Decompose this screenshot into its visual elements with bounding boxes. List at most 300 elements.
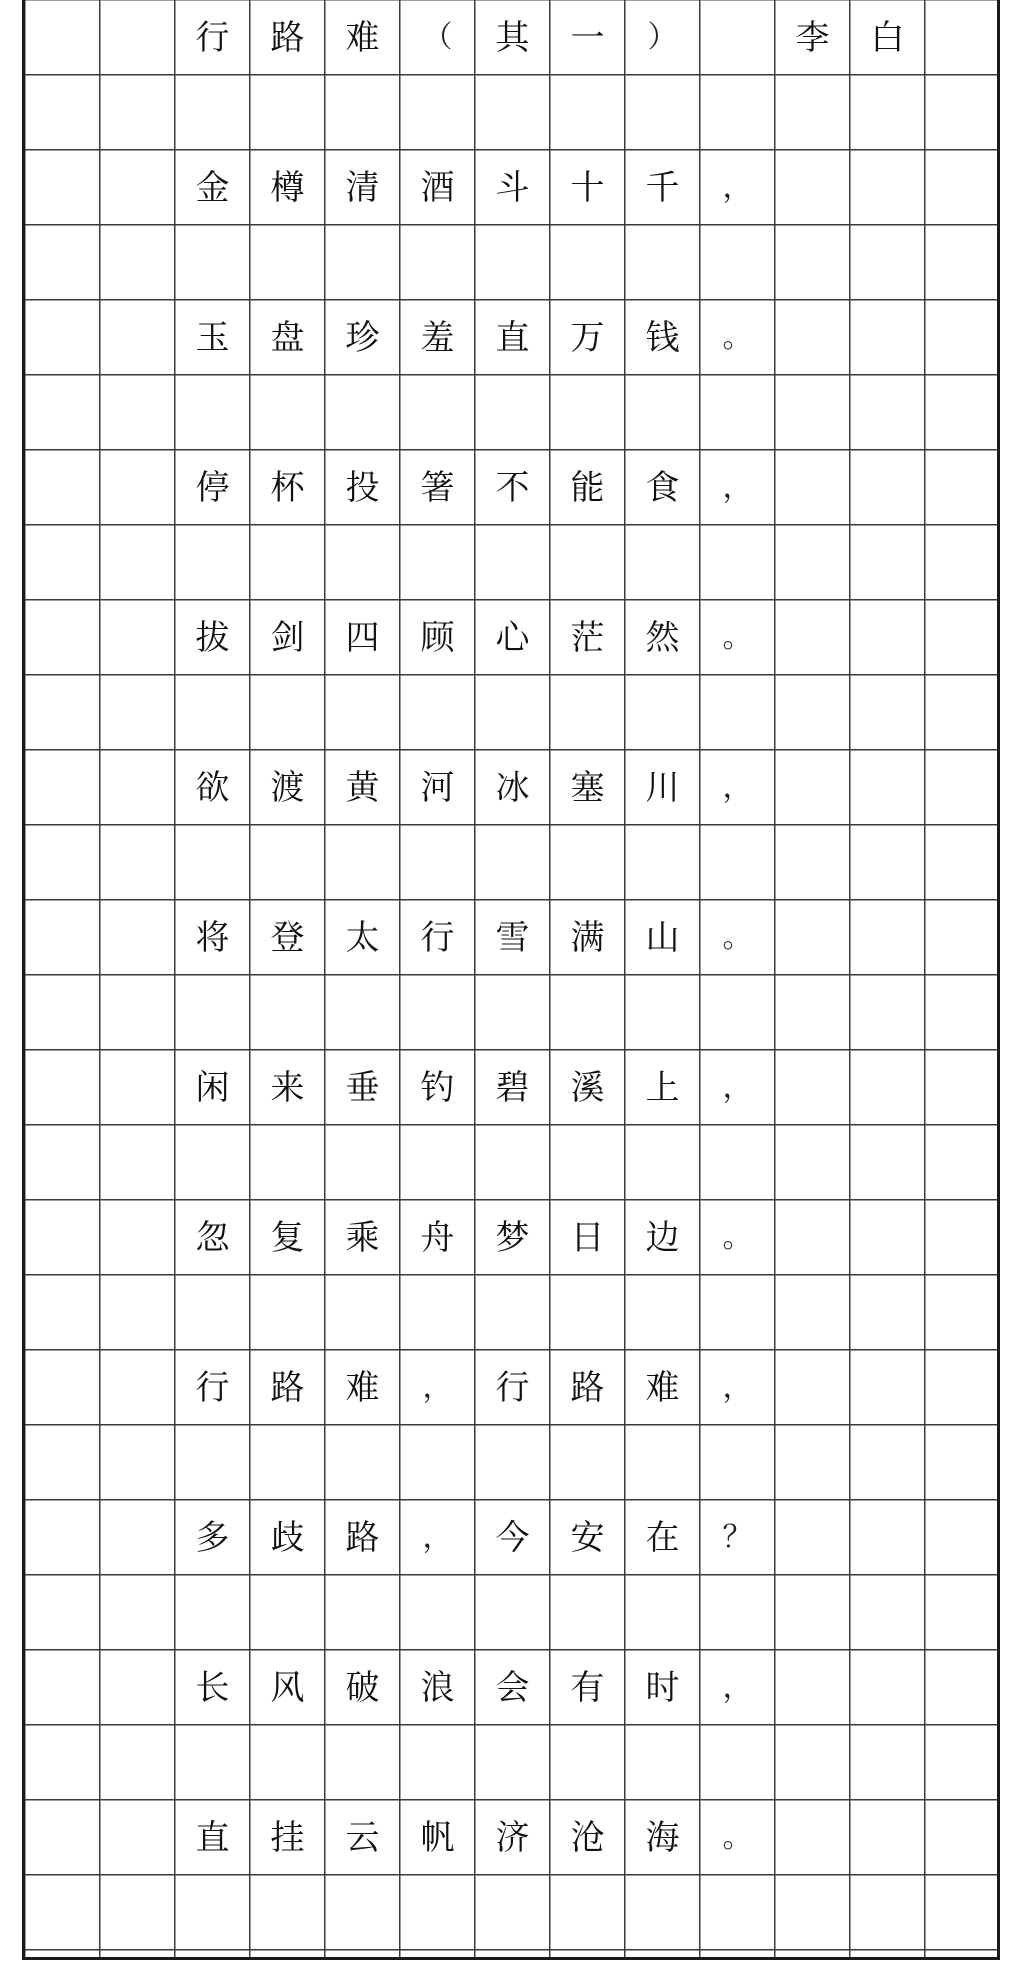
poem-char: 樽 (270, 167, 305, 208)
grid-cell (850, 1350, 925, 1425)
grid-cell (100, 825, 175, 900)
poem-char: 太 (345, 917, 380, 958)
grid-cell (175, 225, 250, 300)
grid-cell (475, 1725, 550, 1800)
poem-char: 云 (345, 1817, 380, 1858)
grid-cell (250, 225, 325, 300)
grid-cell (700, 975, 775, 1050)
grid-cell (475, 225, 550, 300)
grid-cell (775, 300, 850, 375)
grid-cell (100, 900, 175, 975)
grid-cell (775, 675, 850, 750)
poem-char: 渡 (270, 767, 305, 808)
poem-char: 盘 (270, 317, 305, 358)
grid-cell (850, 750, 925, 825)
grid-cell (925, 1125, 1000, 1200)
poem-punctuation: 。 (722, 1819, 753, 1855)
grid-cell (625, 1125, 700, 1200)
grid-cell (925, 1275, 1000, 1350)
poem-char: 行 (420, 917, 455, 958)
grid-cell (400, 1725, 475, 1800)
grid-cell (25, 1875, 100, 1950)
grid-cell (175, 825, 250, 900)
grid-cell (850, 300, 925, 375)
grid-cell (25, 1350, 100, 1425)
poem-char: 垂 (345, 1067, 380, 1108)
poem-char: 黄 (345, 767, 380, 808)
poem-char: 山 (645, 917, 680, 958)
poem-char: 长 (195, 1667, 230, 1708)
title-char: 其 (495, 17, 530, 58)
poem-char: 路 (345, 1517, 380, 1558)
grid-cell (925, 1425, 1000, 1500)
grid-cell (325, 75, 400, 150)
grid-cell (100, 1875, 175, 1950)
poem-char: 碧 (495, 1067, 530, 1108)
grid-cell (775, 1500, 850, 1575)
grid-cell (175, 1725, 250, 1800)
grid-cell (100, 75, 175, 150)
grid-cell (25, 1425, 100, 1500)
grid-cell (325, 525, 400, 600)
poem-char: 梦 (495, 1217, 530, 1258)
grid-cell (100, 150, 175, 225)
grid-cell (775, 825, 850, 900)
poem-char: 心 (495, 617, 530, 658)
grid-cell (250, 1575, 325, 1650)
grid-cell (25, 1800, 100, 1875)
poem-char: 破 (345, 1667, 380, 1708)
grid-cell (850, 1650, 925, 1725)
grid-cell (400, 975, 475, 1050)
grid-cell (625, 1575, 700, 1650)
poem-char: 济 (495, 1817, 530, 1858)
grid-cell (700, 225, 775, 300)
poem-char: 在 (645, 1517, 680, 1558)
grid-cell (25, 1200, 100, 1275)
grid-cell (100, 750, 175, 825)
grid-cell (850, 525, 925, 600)
grid-cell (775, 450, 850, 525)
grid-cell (100, 1725, 175, 1800)
grid-cell (100, 1350, 175, 1425)
grid-cell (325, 1575, 400, 1650)
poem-char: 拔 (195, 617, 230, 658)
grid-cell (25, 1500, 100, 1575)
grid-cell (850, 1200, 925, 1275)
poem-char: 路 (270, 1367, 305, 1408)
grid-cell (475, 1425, 550, 1500)
grid-cell (325, 225, 400, 300)
grid-cell (250, 1425, 325, 1500)
grid-cell (850, 1725, 925, 1800)
grid-cell (100, 0, 175, 75)
grid-cell (625, 375, 700, 450)
grid-cell (25, 1125, 100, 1200)
poem-char: 行 (195, 1367, 230, 1408)
grid-cell (100, 225, 175, 300)
grid-cell (400, 1575, 475, 1650)
grid-cell (550, 225, 625, 300)
poem-char: 钱 (645, 317, 680, 358)
grid-cell (325, 1125, 400, 1200)
grid-cell (925, 900, 1000, 975)
grid-cell (100, 1200, 175, 1275)
grid-cell (100, 1050, 175, 1125)
poem-punctuation: ， (722, 1069, 753, 1105)
poem-char: 川 (645, 767, 680, 808)
grid-cell (100, 600, 175, 675)
grid-cell (775, 1875, 850, 1950)
grid-cell (850, 450, 925, 525)
grid-cell (550, 375, 625, 450)
grid-cell (400, 75, 475, 150)
grid-cell (550, 1875, 625, 1950)
grid-cell (475, 975, 550, 1050)
grid-cell (700, 1875, 775, 1950)
grid-cell (175, 375, 250, 450)
grid-cell (925, 150, 1000, 225)
poem-char: 欲 (195, 767, 230, 808)
grid-cell (775, 1575, 850, 1650)
grid-cell (25, 1050, 100, 1125)
poem-punctuation: 。 (722, 619, 753, 655)
grid-cell (175, 1425, 250, 1500)
grid-cell (100, 300, 175, 375)
poem-punctuation: 。 (722, 319, 753, 355)
grid-cell (850, 150, 925, 225)
grid-cell (775, 1200, 850, 1275)
poem-char: 雪 (495, 917, 530, 958)
title-char: 行 (195, 17, 230, 58)
grid-cell (25, 450, 100, 525)
grid-cell (625, 1275, 700, 1350)
poem-char: 能 (570, 467, 605, 508)
poem-punctuation: ， (722, 169, 753, 205)
poem-char: 上 (645, 1067, 680, 1108)
poem-char: 冰 (495, 767, 530, 808)
title-char: 路 (270, 17, 305, 58)
grid-cell (25, 300, 100, 375)
grid-cell (550, 1125, 625, 1200)
poem-char: 河 (420, 767, 455, 808)
grid-cell (700, 525, 775, 600)
grid-cell (25, 0, 100, 75)
poem-char: 乘 (345, 1217, 380, 1258)
grid-cell (250, 1275, 325, 1350)
grid-cell (175, 1125, 250, 1200)
poem-punctuation: ， (722, 769, 753, 805)
poem-char: 食 (645, 467, 680, 508)
grid-cell (775, 150, 850, 225)
poem-char: 来 (270, 1067, 305, 1108)
poem-char: 浪 (420, 1667, 455, 1708)
grid-cell (925, 1650, 1000, 1725)
poem-char: 停 (195, 467, 230, 508)
poem-char: 羞 (420, 317, 455, 358)
grid-cell (625, 1875, 700, 1950)
poem-char: 时 (645, 1667, 680, 1708)
author-char: 李 (795, 17, 830, 58)
grid-cell (100, 1125, 175, 1200)
grid-cell (925, 600, 1000, 675)
poem-char: 多 (195, 1517, 230, 1558)
grid-cell (850, 900, 925, 975)
poem-char: 剑 (270, 617, 305, 658)
grid-cell (925, 0, 1000, 75)
grid-cell (475, 1125, 550, 1200)
grid-cell (925, 1875, 1000, 1950)
grid-cell (775, 525, 850, 600)
grid-cell (850, 825, 925, 900)
poem-punctuation: 。 (722, 1219, 753, 1255)
grid-cell (325, 1275, 400, 1350)
grid-cell (700, 1575, 775, 1650)
grid-cell (400, 825, 475, 900)
grid-cell (700, 675, 775, 750)
poem-char: 沧 (570, 1817, 605, 1858)
grid-cell (175, 1875, 250, 1950)
poem-char: 边 (645, 1217, 680, 1258)
grid-cell (925, 450, 1000, 525)
grid-cell (25, 525, 100, 600)
character-grid (25, 0, 997, 1957)
grid-cell (850, 1800, 925, 1875)
poem-char: 满 (570, 917, 605, 958)
poem-char: 安 (570, 1517, 605, 1558)
grid-cell (25, 900, 100, 975)
title-char: （ (422, 19, 453, 55)
grid-cell (100, 1575, 175, 1650)
grid-cell (925, 675, 1000, 750)
grid-cell (550, 1725, 625, 1800)
grid-cell (925, 1200, 1000, 1275)
grid-cell (250, 75, 325, 150)
grid-cell (400, 1425, 475, 1500)
poem-char: 千 (645, 167, 680, 208)
poem-char: 然 (645, 617, 680, 658)
grid-cell (25, 675, 100, 750)
grid-cell (400, 225, 475, 300)
grid-cell (625, 75, 700, 150)
grid-cell (925, 1725, 1000, 1800)
grid-cell (25, 375, 100, 450)
grid-cell (850, 1125, 925, 1200)
grid-cell (25, 975, 100, 1050)
grid-cell (250, 975, 325, 1050)
grid-cell (25, 150, 100, 225)
grid-cell (775, 1800, 850, 1875)
grid-cell (400, 1875, 475, 1950)
poem-char: 难 (345, 1367, 380, 1408)
grid-cell (775, 1050, 850, 1125)
poem-char: 行 (495, 1367, 530, 1408)
grid-cell (400, 525, 475, 600)
grid-cell (100, 525, 175, 600)
grid-cell (925, 375, 1000, 450)
grid-cell (700, 1725, 775, 1800)
grid-cell (400, 375, 475, 450)
writing-grid-paper (22, 0, 1000, 1960)
grid-cell (325, 675, 400, 750)
grid-cell (850, 1875, 925, 1950)
grid-cell (475, 1575, 550, 1650)
grid-cell (925, 75, 1000, 150)
poem-char: 茫 (570, 617, 605, 658)
grid-cell (775, 1650, 850, 1725)
grid-cell (100, 1275, 175, 1350)
poem-punctuation: ， (722, 1669, 753, 1705)
grid-cell (775, 75, 850, 150)
grid-cell (475, 825, 550, 900)
poem-char: 今 (495, 1517, 530, 1558)
poem-char: 投 (345, 467, 380, 508)
title-char: ） (647, 19, 678, 55)
poem-char: 路 (570, 1367, 605, 1408)
grid-cell (625, 1425, 700, 1500)
poem-char: 塞 (570, 767, 605, 808)
poem-char: 杯 (270, 467, 305, 508)
grid-cell (250, 1725, 325, 1800)
grid-cell (250, 1875, 325, 1950)
grid-cell (850, 1275, 925, 1350)
grid-cell (550, 1575, 625, 1650)
grid-cell (775, 750, 850, 825)
grid-cell (700, 0, 775, 75)
poem-char: 四 (345, 617, 380, 658)
grid-cell (775, 900, 850, 975)
grid-cell (250, 375, 325, 450)
grid-cell (25, 600, 100, 675)
grid-cell (325, 375, 400, 450)
grid-cell (325, 1725, 400, 1800)
grid-cell (850, 225, 925, 300)
grid-cell (700, 825, 775, 900)
grid-cell (100, 375, 175, 450)
grid-cell (550, 1425, 625, 1500)
poem-char: 帆 (420, 1817, 455, 1858)
grid-cell (400, 675, 475, 750)
grid-cell (625, 975, 700, 1050)
grid-cell (25, 1650, 100, 1725)
grid-cell (550, 1275, 625, 1350)
grid-cell (100, 1425, 175, 1500)
grid-cell (175, 1575, 250, 1650)
grid-cell (100, 450, 175, 525)
grid-cell (625, 225, 700, 300)
title-char: 一 (570, 17, 605, 58)
poem-char: 直 (495, 317, 530, 358)
grid-cell (925, 300, 1000, 375)
poem-char: 十 (570, 167, 605, 208)
grid-cell (100, 1800, 175, 1875)
grid-cell (325, 1425, 400, 1500)
grid-cell (775, 600, 850, 675)
poem-char: 直 (195, 1817, 230, 1858)
poem-char: 清 (345, 167, 380, 208)
grid-cell (250, 525, 325, 600)
poem-char: 海 (645, 1817, 680, 1858)
grid-cell (550, 525, 625, 600)
poem-char: 金 (195, 167, 230, 208)
grid-cell (175, 975, 250, 1050)
grid-cell (250, 825, 325, 900)
grid-cell (175, 525, 250, 600)
grid-cell (325, 825, 400, 900)
grid-cell (625, 825, 700, 900)
grid-cell (925, 975, 1000, 1050)
grid-cell (850, 75, 925, 150)
poem-char: 不 (495, 467, 530, 508)
grid-cell (925, 750, 1000, 825)
poem-char: 日 (570, 1217, 605, 1258)
grid-cell (775, 225, 850, 300)
grid-cell (25, 1575, 100, 1650)
poem-char: 挂 (270, 1817, 305, 1858)
grid-cell (925, 1050, 1000, 1125)
grid-cell (25, 1725, 100, 1800)
grid-cell (25, 825, 100, 900)
poem-char: 有 (570, 1667, 605, 1708)
grid-cell (550, 675, 625, 750)
grid-cell (100, 675, 175, 750)
poem-punctuation: ， (722, 1369, 753, 1405)
grid-cell (325, 1875, 400, 1950)
grid-cell (925, 525, 1000, 600)
poem-char: 溪 (570, 1067, 605, 1108)
grid-cell (700, 75, 775, 150)
grid-cell (775, 1125, 850, 1200)
grid-cell (700, 1425, 775, 1500)
grid-cell (775, 375, 850, 450)
grid-cell (700, 375, 775, 450)
poem-punctuation: ， (722, 469, 753, 505)
poem-char: 舟 (420, 1217, 455, 1258)
grid-cell (25, 1275, 100, 1350)
grid-cell (925, 1350, 1000, 1425)
grid-cell (700, 1275, 775, 1350)
poem-char: 将 (195, 917, 230, 958)
grid-cell (475, 1875, 550, 1950)
grid-cell (850, 375, 925, 450)
grid-cell (850, 1500, 925, 1575)
grid-cell (250, 1125, 325, 1200)
grid-cell (250, 675, 325, 750)
grid-cell (850, 1425, 925, 1500)
poem-char: 闲 (195, 1067, 230, 1108)
grid-cell (700, 1125, 775, 1200)
grid-cell (775, 1275, 850, 1350)
grid-cell (775, 1350, 850, 1425)
grid-cell (25, 750, 100, 825)
grid-cell (550, 975, 625, 1050)
grid-cell (175, 1275, 250, 1350)
grid-cell (550, 825, 625, 900)
poem-punctuation: ？ (722, 1519, 753, 1555)
grid-cell (475, 1275, 550, 1350)
grid-cell (925, 825, 1000, 900)
grid-cell (100, 975, 175, 1050)
grid-cell (475, 75, 550, 150)
poem-char: 斗 (495, 167, 530, 208)
grid-cell (925, 1800, 1000, 1875)
poem-char: 玉 (195, 317, 230, 358)
grid-cell (625, 525, 700, 600)
grid-cell (325, 975, 400, 1050)
poem-punctuation: ， (422, 1369, 453, 1405)
poem-char: 箸 (420, 467, 455, 508)
grid-cell (925, 1500, 1000, 1575)
